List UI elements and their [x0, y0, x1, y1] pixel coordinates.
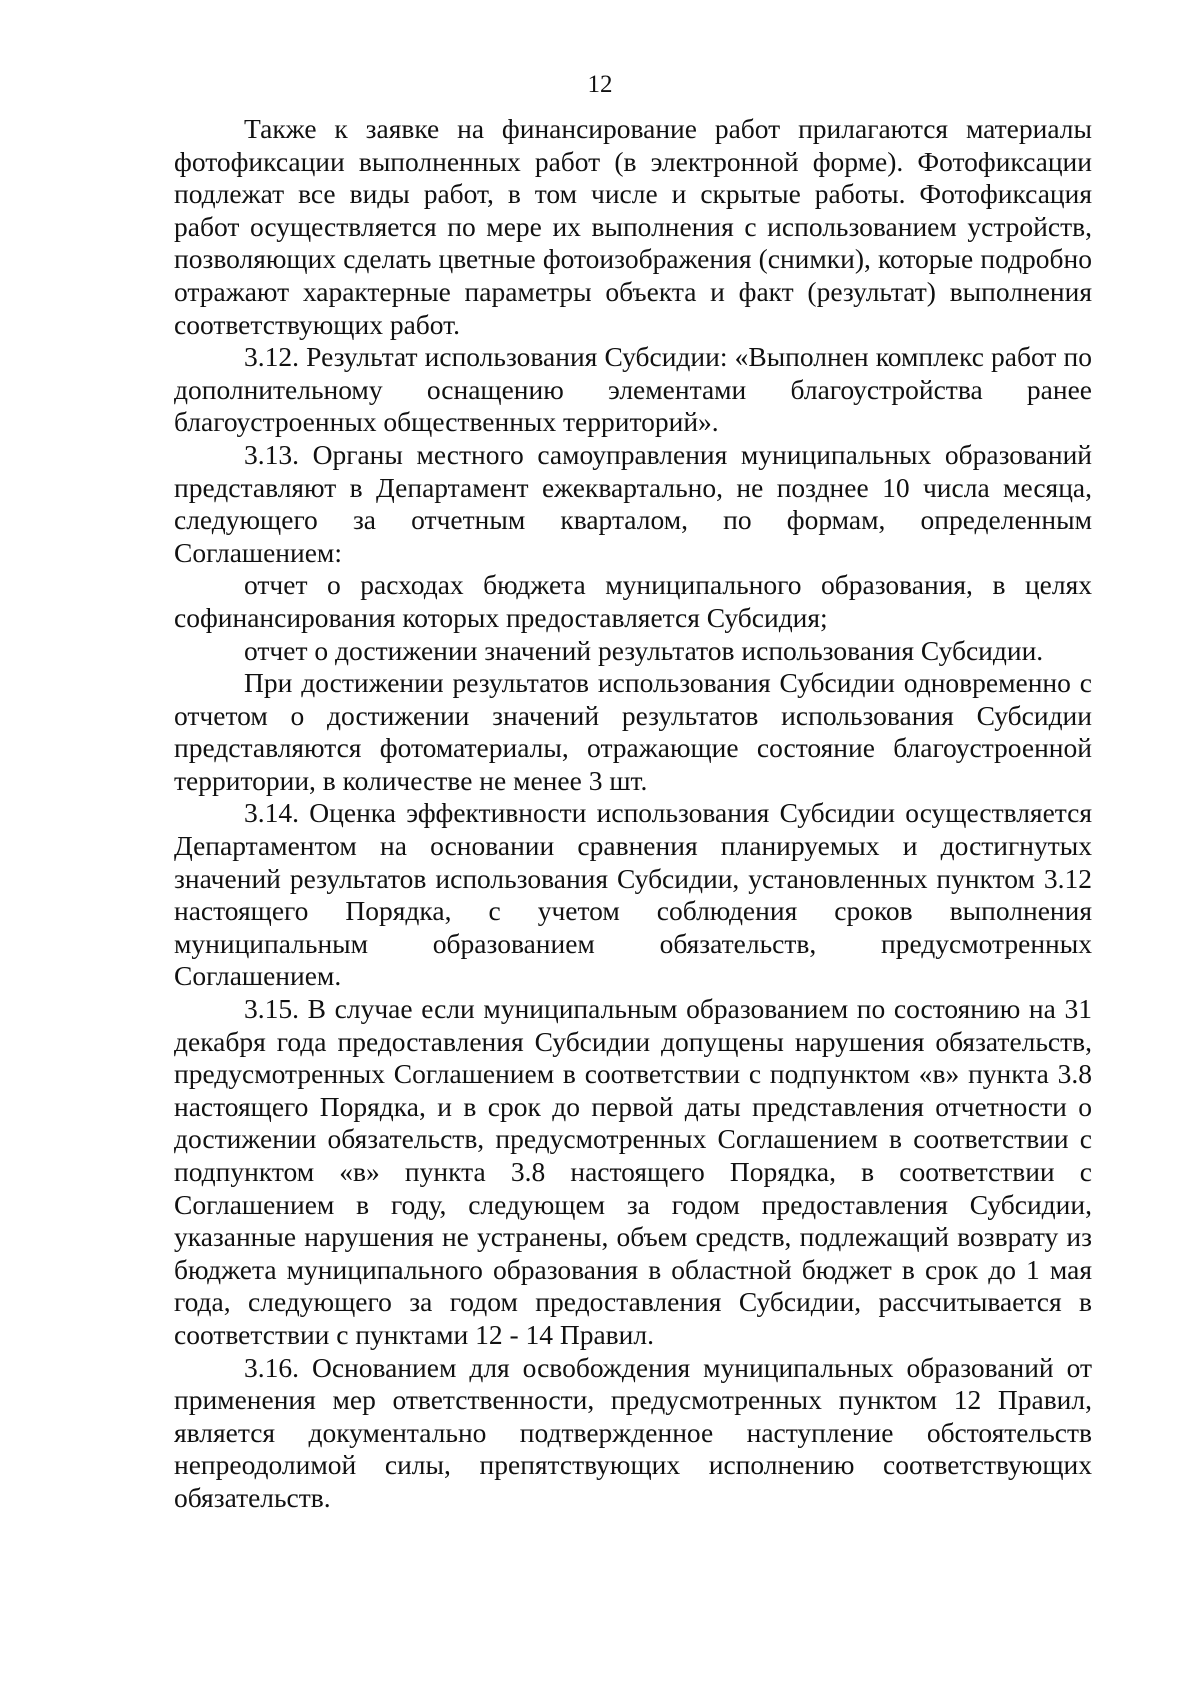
paragraph-3-14: 3.14. Оценка эффективности использования Субсидии осуществляется Департаментом на основании сравнения планируемых и достигнутых значений результатов использования Субсидии, установленных пунктом 3.12 настоящего Порядка, с учетом соблюдения сроков выполнения муниципальным образованием обязательств, предусмотренных Соглашением.	[174, 797, 1092, 992]
paragraph-3-15: 3.15. В случае если муниципальным образованием по состоянию на 31 декабря года предоставления Субсидии допущены нарушения обязательств, предусмотренных Соглашением в соответствии с подпунктом «в» пункта 3.8 настоящего Порядка, и в срок до первой даты представления отчетности о достижении обязательств, предусмотренных Соглашением в соответствии с подпунктом «в» пункта 3.8 настоящего Порядка, в соответствии с Соглашением в году, следующем за годом предоставления Субсидии, указанные нарушения не устранены, объем средств, подлежащий возврату из бюджета муниципального образования в областной бюджет в срок до 1 мая года, следующего за годом предоставления Субсидии, рассчитывается в соответствии с пунктами 12 - 14 Правил.	[174, 993, 1092, 1350]
paragraph-results-report: отчет о достижении значений результатов использования Субсидии.	[244, 634, 1044, 666]
paragraph-3-16: 3.16. Основанием для освобождения муниципальных образований от применения мер ответственности, предусмотренных пунктом 12 Правил, является документально подтвержденное наступление обстоятельств непреодолимой силы, препятствующих исполнению соответствующих обязательств.	[174, 1351, 1092, 1513]
paragraph-3-13: 3.13. Органы местного самоуправления муниципальных образований представляют в Департамент ежеквартально, не позднее 10 числа месяца, следующего за отчетным кварталом, по формам, определенным Соглашением:	[174, 438, 1092, 568]
paragraph-photo-materials: Также к заявке на финансирование работ прилагаются материалы фотофиксации выполненных работ (в электронной форме). Фотофиксации подлежат все виды работ, в том числе и скрытые работы. Фотофиксация работ осуществляется по мере их выполнения с использованием устройств, позволяющих сделать цветные фотоизображения (снимки), которые подробно отражают характерные параметры объекта и факт (результат) выполнения соответствующих работ.	[174, 113, 1092, 340]
paragraph-photo-requirement: При достижении результатов использования Субсидии одновременно с отчетом о достижении значений результатов использования Субсидии представляются фотоматериалы, отражающие состояние благоустроенной территории, в количестве не менее 3 шт.	[174, 667, 1092, 796]
page-number: 12	[587, 71, 613, 98]
paragraph-expense-report: отчет о расходах бюджета муниципального образования, в целях софинансирования которых предоставляется Субсидия;	[174, 569, 1092, 633]
document-body	[174, 113, 1092, 1515]
paragraph-3-12: 3.12. Результат использования Субсидии: «Выполнен комплекс работ по дополнительному оснащению элементами благоустройства ранее благоустроенных общественных территорий».	[174, 341, 1092, 438]
